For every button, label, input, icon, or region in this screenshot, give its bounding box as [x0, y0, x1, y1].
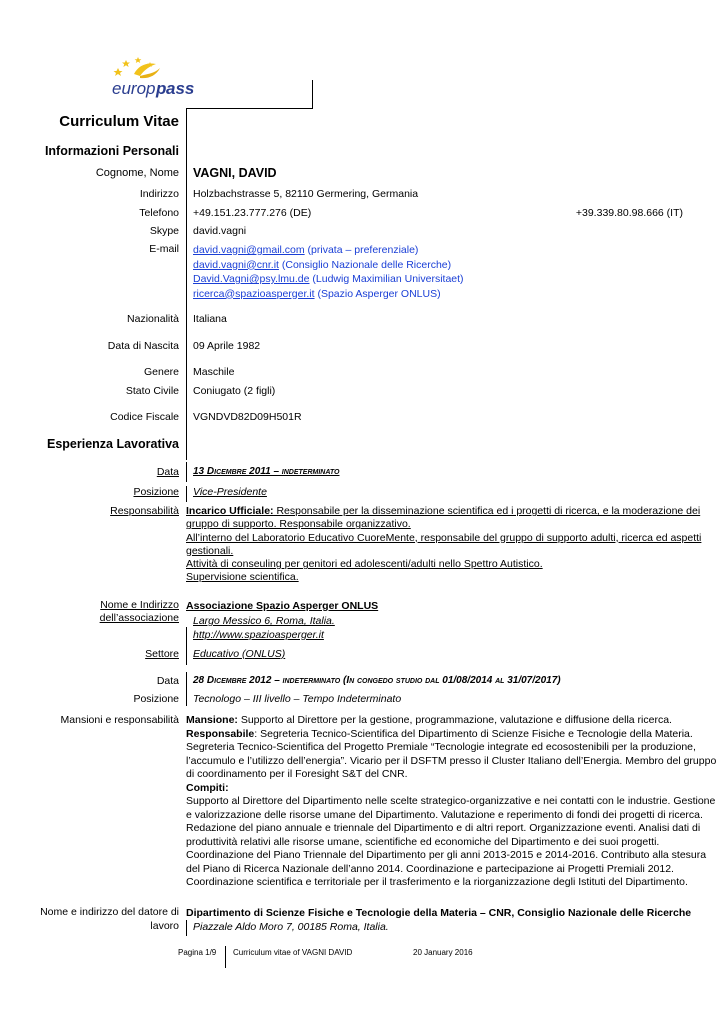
job1-date-label: Data — [156, 466, 179, 478]
email-label: E-mail — [149, 243, 179, 255]
civil-label: Stato Civile — [125, 385, 179, 397]
job1-resp-label: Responsabilità — [110, 505, 179, 517]
svg-text:p: p — [156, 79, 167, 98]
address-label: Indirizzo — [139, 188, 179, 200]
job1-sector: Educativo (ONLUS) — [193, 648, 286, 660]
section-work: Esperienza Lavorativa — [46, 437, 179, 451]
birth-label: Data di Nascita — [107, 340, 179, 352]
job2-date: 28 Dicembre 2012 – indeterminato (In congedo studio dal 01/08/2014 al 31/07/2017) — [193, 675, 561, 686]
nationality-value: Italiana — [193, 313, 227, 325]
gender-value: Maschile — [193, 366, 235, 378]
job1-employer: Associazione Spazio Asperger ONLUS — [186, 600, 379, 612]
email-item[interactable]: david.vagni@gmail.com (privata – preferenziale) — [193, 244, 419, 256]
job1-date: 13 Dicembre 2011 – indeterminato — [193, 466, 340, 477]
job2-date-label: Data — [156, 675, 179, 687]
fiscal-label: Codice Fiscale — [110, 411, 179, 423]
job2-employer: Dipartimento di Scienze Fisiche e Tecnologie della Materia – CNR, Consiglio Nazionale delle Ricerche — [186, 907, 692, 919]
name-value: VAGNI, DAVID — [193, 166, 277, 180]
birth-value: 09 Aprile 1982 — [193, 340, 261, 352]
job1-position-label: Posizione — [133, 486, 179, 498]
page-title: Curriculum Vitae — [59, 113, 179, 130]
footer-page: Pagina 1/9 — [178, 948, 217, 957]
svg-text:europ: europ — [112, 79, 156, 98]
column-divider-6 — [186, 920, 187, 936]
nationality-label: Nazionalità — [127, 313, 179, 325]
job1-employer-address: Largo Messico 6, Roma, Italia. — [193, 615, 335, 627]
email-item[interactable]: david.vagni@cnr.it (Consiglio Nazionale delle Ricerche) — [193, 258, 452, 271]
footer-date: 20 January 2016 — [413, 948, 473, 957]
skype-label: Skype — [149, 225, 179, 237]
job1-website-link[interactable]: http://www.spazioasperger.it — [193, 629, 324, 641]
job1-sector-label: Settore — [145, 648, 179, 660]
email-item[interactable]: David.Vagni@psy.lmu.de (Ludwig Maximilian Universitaet) — [193, 273, 464, 285]
column-divider-2 — [186, 462, 187, 482]
name-label: Cognome, Nome — [95, 167, 179, 179]
job1-employer-label: Nome e Indirizzo dell’associazione — [99, 599, 179, 625]
job1-position: Vice-Presidente — [193, 486, 267, 498]
job2-position-label: Posizione — [133, 693, 179, 705]
header-divider — [186, 108, 312, 109]
job2-duties-label: Mansioni e responsabilità — [60, 714, 179, 726]
column-divider-5 — [186, 672, 187, 706]
phone-it: +39.339.80.98.666 (IT) — [575, 207, 683, 219]
email-list — [193, 243, 464, 301]
job2-employer-label: Nome e indirizzo del datore di lavoro — [40, 906, 179, 932]
address-value: Holzbachstrasse 5, 82110 Germering, Germania — [193, 188, 419, 200]
job2-position: Tecnologo – III livello – Tempo Indeterminato — [193, 693, 402, 705]
job2-duties-text: Mansione: Supporto al Direttore per la gestione, programmazione, valutazione e diffusione della ricerca. Responsabile: Segreteria Tecnico-Scientifica del Dipartimento di Scienze Fisiche e Tecnologie della Materia. Segreteria Tecnico-Scientifica del Progetto Premiale “Tecnologie integrate ed ecosostenibili per la produzione, l’accumulo e l’utilizzo dell’energia”. Vicario per il DSFTM presso il Cluster Italiano dell’Energia. Membro del gruppo di coordinamento per il Foresight S&T del CNR. Compiti: Supporto al Direttore del Dipartimento nelle scelte strategico-organizzative e nei contatti con le industrie. Gestione e valorizzazione delle risorse umane del Dipartimento. Valutazione e reperimento di fondi dei progetti di ricerca. Redazione del piano annuale e triennale del Dipartimento e di altri report. Organizzazione eventi. Analisi dati di produttività relativi alle risorse umane, scientifiche ed economiche del Dipartimento e dei suoi progetti. Coordinazione del Piano Triennale del Dipartimento per gli anni 2013-2015 e 2014-2016. Contributo alla stesura del Piano di Ricerca Nazionale dell’anno 2014. Coordinazione e partecipazione ai Progetti Premiali 2012. Coordinazione scientifica e territoriale per il trasferimento e la riorganizzazione degli Istituti del Dipartimento. — [186, 714, 717, 888]
civil-value: Coniugato (2 figli) — [193, 385, 276, 397]
column-divider-4 — [186, 627, 187, 665]
svg-text:ass: ass — [166, 79, 195, 98]
footer-divider — [225, 946, 226, 968]
header-bracket — [312, 80, 313, 109]
column-divider-3 — [186, 486, 187, 502]
job1-resp-text: Incarico Ufficiale: Responsabile per la disseminazione scientifica ed i progetti di ricerca, e la moderazione dei gruppo di supporto. Responsabile organizzativo. All’interno del Laboratorio Educativo CuoreMente, responsabile del gruppo di supporto adulti, ricerca ed aspetti gestionali. Attività di conseuling per genitori ed adolescenti/adulti nello Spettro Autistico. Supervisione scientifica. — [186, 505, 702, 584]
phone-de: +49.151.23.777.276 (DE) — [193, 207, 312, 219]
footer-doc: Curriculum vitae of VAGNI DAVID — [233, 948, 353, 957]
email-item[interactable]: ricerca@spazioasperger.it (Spazio Asperger ONLUS) — [193, 287, 441, 300]
europass-logo — [104, 52, 204, 102]
skype-value: david.vagni — [193, 225, 247, 237]
europass-stars-icon — [104, 52, 204, 102]
gender-label: Genere — [143, 366, 179, 378]
job2-employer-address: Piazzale Aldo Moro 7, 00185 Roma, Italia. — [193, 921, 389, 933]
fiscal-value: VGNDVD82D09H501R — [193, 411, 302, 423]
phone-label: Telefono — [139, 207, 179, 219]
column-divider — [186, 108, 187, 460]
section-personal: Informazioni Personali — [44, 144, 179, 158]
